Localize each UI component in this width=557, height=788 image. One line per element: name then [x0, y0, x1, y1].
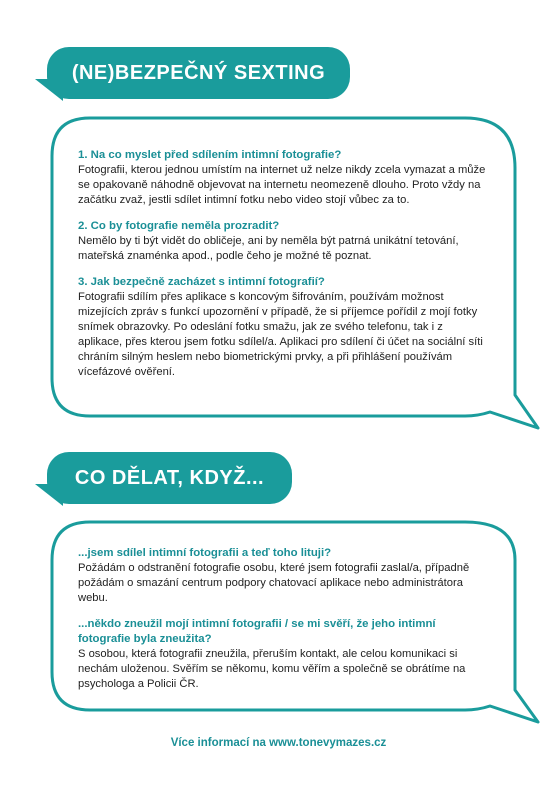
question-2: 2. Co by fotografie neměla prozradit? — [78, 220, 280, 232]
section1-title: (NE)BEZPEČNÝ SEXTING — [71, 61, 326, 84]
advice-1: Požádám o odstranění fotografie osobu, které jsem fotografii zaslal/a, případně požádám o smazání centrum podpory chatovací aplikace nebo administrátora webu. — [78, 562, 470, 604]
section2-title-badge — [47, 452, 292, 504]
question-3: 3. Jak bezpečně zacházet s intimní fotografií? — [78, 276, 325, 288]
answer-3: Fotografii sdílím přes aplikace s koncovým šifrováním, používám možnost mizejících zpráv s funkcí upozornění v případě, že si příjemce pořídil z mojí fotky snímek obrazovky. Po odeslání fotku smažu, jak ze svého telefonu, tak i z aplikace, přes kterou jsem fotku sdílel/a. Aplikaci pro sdílení či účet na sociální síti chráním silným heslem nebo biometrickými prvky, a při přihlášení používám vícefázové ověření. — [78, 291, 483, 378]
badge-tail — [35, 484, 63, 506]
situation-1: ...jsem sdílel intimní fotografii a teď toho lituji? — [78, 547, 332, 559]
section2-content — [78, 546, 488, 703]
footer-link[interactable]: Více informací na www.tonevymazes.cz — [170, 737, 387, 749]
answer-2: Nemělo by ti být vidět do obličeje, ani by neměla být patrná unikátní tetování, mateřská znaménka apod., podle čeho je možné tě poznat. — [78, 235, 459, 262]
answer-1: Fotografii, kterou jednou umístím na internet už nelze nikdy zcela vymazat a může se opakovaně náhodně objevovat na internetu neomezeně dlouho. Proto vždy na začátku zvaž, jestli sdílet intimní fotku nebo video stojí vůbec za to. — [78, 164, 486, 206]
situation-2: ...někdo zneužil mojí intimní fotografii / se mi svěří, že jeho intimní fotografie byla zneužita? — [78, 618, 436, 645]
section1-content — [78, 148, 488, 391]
advice-2: S osobou, která fotografii zneužila, přeruším kontakt, ale celou komunikaci si nechám uloženou. Svěřím se někomu, komu věřím a společně se obrátíme na psychologa a Policii ČR. — [78, 648, 466, 690]
section1-title-badge — [47, 47, 350, 99]
badge-tail — [35, 79, 63, 101]
section2-title: CO DĚLAT, KDYŽ... — [74, 466, 265, 489]
question-1: 1. Na co myslet před sdílením intimní fotografie? — [78, 149, 342, 161]
